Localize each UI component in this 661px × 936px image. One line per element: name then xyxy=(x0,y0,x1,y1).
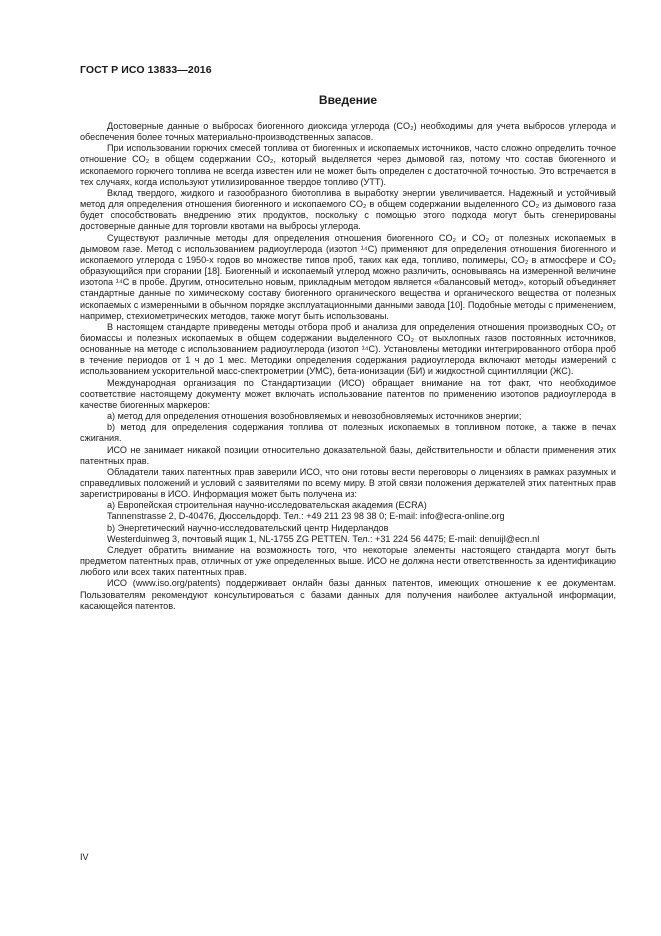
patent-holder-a-address: Tannenstrasse 2, D-40476, Дюссельдорф. Тел.: +49 211 23 98 38 0; E-mail: info@ecra-online.org xyxy=(107,511,505,522)
patent-holder-a-name: a) Европейская строительная научно-исследовательская академия (ECRA) xyxy=(107,500,427,511)
list-item-a: a) метод для определения отношения возобновляемых и невозобновляемых источников энергии; xyxy=(107,411,522,422)
paragraph-1: Достоверные данные о выбросах биогенного диоксида углерода (CO₂) необходимы для учета выбросов углерода и обеспечения более точных материально-производственных запасов. xyxy=(80,121,616,143)
standard-designation: ГОСТ Р ИСО 13833—2016 xyxy=(80,64,212,76)
paragraph-7: ИСО не занимает никакой позиции относительно доказательной базы, действительности и области применения этих патентных прав. xyxy=(80,444,616,466)
patent-holder-b-address: Westerduinweg 3, почтовый ящик 1, NL-1755 ZG PETTEN. Тел.: +31 224 56 4475; E-mail: denuijl@ecn.nl xyxy=(107,533,540,544)
paragraph-3: Вклад твердого, жидкого и газообразного биотоплива в выработку энергии увеличивается. Надежный и устойчивый метод для определения отношения биогенного и ископаемого CO₂ в общем содержании выделенного CO₂ из дымового газа будет способствовать внедрению этих продуктов, поскольку с помощью этого подхода могут быть сгенерированы достоверные данные для торговли квотами на выбросы углерода. xyxy=(80,187,616,232)
paragraph-5: В настоящем стандарте приведены методы отбора проб и анализа для определения отношения производных CO₂ от биомассы и полезных ископаемых в общем содержании выделенного CO₂ от выхлопных газов постоянных источников, основанные на методе с использованием радиоуглерода (изотоп ¹⁴C). Установлены методики интегрированного отбора проб в течение периодов от 1 ч до 1 мес. Методики определения содержания радиоуглерода включают методы измерений с использованием ускорительной масс-спектрометрии (УМС), бета-ионизации (БИ) и жидкостной сцинтилляции (ЖС). xyxy=(80,321,616,377)
list-item-b: b) метод для определения содержания топлива от полезных ископаемых в топливном потоке, а также в печах сжигания. xyxy=(80,422,616,444)
paragraph-10: ИСО (www.iso.org/patents) поддерживает онлайн базы данных патентов, имеющих отношение к ее документам. Пользователям рекомендуют консультироваться с базами данных для получения наиболее актуальной информации, касающейся патентов. xyxy=(80,578,616,611)
section-title: Введение xyxy=(318,93,378,107)
introduction-body xyxy=(80,121,616,612)
paragraph-2: При использовании горючих смесей топлива от биогенных и ископаемых источников, часто сложно определить точное отношение CO₂ в общем содержании CO₂, который выделяется через дымовой газ, потому что состав биогенного и ископаемого горючего топлива не всегда известен или не может быть определен с достаточной точностью. Это встречается в тех случаях, когда используют утилизированное твердое топливо (УТТ). xyxy=(80,143,616,187)
paragraph-6: Международная организация по Стандартизации (ИСО) обращает внимание на тот факт, что необходимое соответствие настоящему документу может включать использование патентов по применению изотопов радиоуглерода в качестве биогенных маркеров: xyxy=(80,377,616,410)
paragraph-8: Обладатели таких патентных прав заверили ИСО, что они готовы вести переговоры о лицензиях в рамках разумных и справедливых положений и условий с заявителями по всему миру. В этой связи положения держателей этих патентных прав зарегистрированы в ИСО. Информация может быть получена из: xyxy=(80,466,616,500)
paragraph-4: Существуют различные методы для определения отношения биогенного CO₂ и CO₂ от полезных ископаемых в дымовом газе. Метод с использованием радиоуглерода (изотоп ¹⁴C) применяют для определения отношения биогенного и ископаемого углерода с 1950-х годов во множестве типов проб, таких как еда, топливо, полимеры, CO₂ в атмосфере и CO₂ образующийся при сгорании [18]. Биогенный и ископаемый углерод можно различить, основываясь на измеренной величине изотопа ¹⁴C в пробе. Другим, относительно новым, прикладным методом является «балансовый метод», который объединяет стандартные данные по химическому составу биогенного органического вещества и органического вещества от полезных ископаемых с измеренными в обычном порядке эксплуатационными данными завода [10]. Подобные методы с применением, например, стехиометрических методов, также могут быть использованы. xyxy=(80,232,616,321)
patent-holder-b-name: b) Энергетический научно-исследовательский центр Нидерландов xyxy=(107,522,389,533)
paragraph-9: Следует обратить внимание на возможность того, что некоторые элементы настоящего стандарта могут быть предметом патентных прав, отличных от уже определенных выше. ИСО не должна нести ответственность за идентификацию любого или всех таких патентных прав. xyxy=(80,544,616,578)
page-number: IV xyxy=(80,852,89,862)
